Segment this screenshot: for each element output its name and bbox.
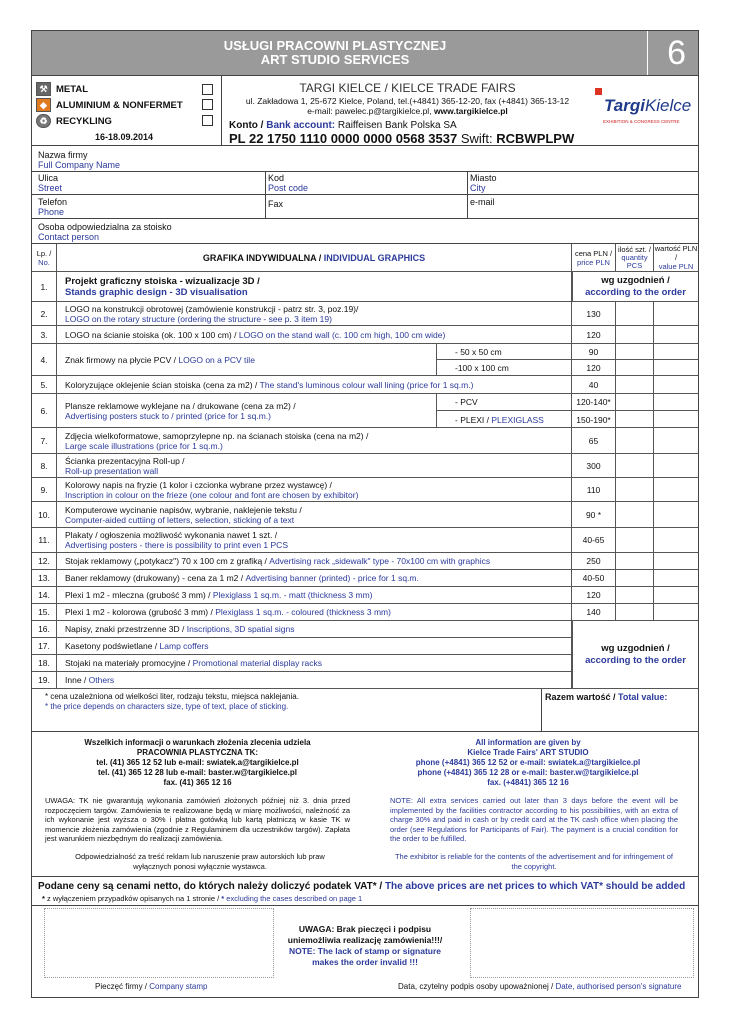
price-note: * cena uzależniona od wielkości liter, rodzaju tekstu, miejsca naklejania. * the price depends on characters size, type of text, place of sticking. <box>45 692 299 711</box>
recycling-checkbox[interactable] <box>202 115 213 126</box>
quantity-input[interactable] <box>616 587 654 603</box>
recycling-icon: ♻ <box>36 114 51 128</box>
logo-subtitle: EXHIBITION & CONGRESS CENTRE <box>603 119 680 124</box>
value-input[interactable] <box>654 394 698 411</box>
metal-icon: ⚒ <box>36 82 51 96</box>
swift: RCBWPLPW <box>496 131 575 146</box>
row-description: Plexi 1 m2 - kolorowa (grubość 3 mm) / Plexiglass 1 sq.m. - coloured (thickness 3 mm) <box>57 604 572 620</box>
agreement-note-top: wg uzgodnień / according to the order <box>572 272 698 302</box>
table-row <box>32 502 698 528</box>
row-variant: - PCV <box>437 394 572 411</box>
value-input[interactable] <box>654 411 698 428</box>
organizer-email: e-mail: pawelec.p@targikielce.pl, www.targikielce.pl <box>307 106 508 116</box>
quantity-input[interactable] <box>616 394 654 411</box>
row-variant: -100 x 100 cm <box>437 360 572 376</box>
metal-checkbox[interactable] <box>202 84 213 95</box>
street-field[interactable]: Ulica Street <box>38 173 63 193</box>
stamp-warning: UWAGA: Brak pieczęci i podpisu uniemożliwia realizację zamówienia!!!/ NOTE: The lack of stamp or signature makes the order invalid !!! <box>287 924 443 967</box>
table-row <box>32 528 698 553</box>
table-row <box>32 376 698 394</box>
value-input[interactable] <box>654 344 698 360</box>
value-input[interactable] <box>654 454 698 477</box>
table-row <box>32 344 698 376</box>
title-pl: USŁUGI PRACOWNI PLASTYCZNEJ <box>223 38 447 53</box>
fair-dates: 16-18.09.2014 <box>95 132 154 142</box>
row-description: Ścianka prezentacyjna Roll-up / Roll-up presentation wall <box>57 454 572 477</box>
quantity-input[interactable] <box>616 528 654 552</box>
company-stamp-label: Pieczęć firmy / Company stamp <box>95 982 208 991</box>
row-price: 40 <box>572 376 616 393</box>
row-description: Koloryzujące oklejenie ścian stoiska (cena za m2) / The stand's luminous colour wall lining (price for 1 sq.m.) <box>57 376 572 393</box>
fax-field[interactable]: Fax <box>268 199 284 209</box>
row-number: 10. <box>32 502 57 527</box>
row-price: 40-50 <box>572 570 616 586</box>
organizer-website[interactable]: www.targikielce.pl <box>433 106 508 116</box>
organizer-address: ul. Zakładowa 1, 25-672 Kielce, Poland, tel.(+4841) 365-12-20, fax (+4841) 365-13-12 <box>245 96 570 106</box>
row-price: 90 * <box>572 502 616 527</box>
table-row <box>32 428 698 454</box>
row-price: 120 <box>572 587 616 603</box>
table-row <box>32 570 698 587</box>
row-description: Stojaki na materiały promocyjne / Promotional material display racks <box>57 655 572 671</box>
row-number: 8. <box>32 454 57 477</box>
row-price: 300 <box>572 454 616 477</box>
value-input[interactable] <box>654 478 698 501</box>
row-description: Plakaty / ogłoszenia możliwość wykonania nawet 1 szt. / Advertising posters - there is possibility to print even 1 PCS <box>57 528 572 552</box>
quantity-input[interactable] <box>616 344 654 360</box>
row-number: 5. <box>32 376 57 393</box>
row-number: 15. <box>32 604 57 620</box>
row-description: Kolorowy napis na fryzie (1 kolor i czcionka wybrane przez wystawcę) / Inscription in colour on the frieze (one colour and font are chosen by exhibitor) <box>57 478 572 501</box>
row-description: Plansze reklamowe wyklejane na / drukowane (cena za m2) / Advertising posters stuck to / printed (price for 1 sq.m.) <box>57 394 437 427</box>
table-row <box>32 553 698 570</box>
row-description: Komputerowe wycinanie napisów, wybranie, naklejenie tekstu / Computer-aided cuttiing of letters, selection, sticking of a text <box>57 502 572 527</box>
contact-person-field[interactable]: Osoba odpowiedzialna za stoisko Contact person <box>38 222 172 242</box>
quantity-input[interactable] <box>616 553 654 569</box>
iban: PL 22 1750 1110 0000 0000 0568 3537 <box>229 131 458 146</box>
aluminium-icon: ◆ <box>36 98 51 112</box>
form-number: 6 <box>667 34 686 72</box>
warning-pl: UWAGA: TK nie gwarantują wykonania zamówień złożonych później niż 3. dnia przed rozpoczęciem targów. Zamówienia te realizowane będą w miarę możliwości, należność za ich wykonanie jest wyższa o 30% i płatna gotówką lub kartą płatniczą w kasie TK w momencie złożenia zamówienia (zgodnie z Regulaminem dla uczestników targów). Zapłata jest warunkiem niezbędnym do realizacji zamówienia. <box>45 796 350 843</box>
quantity-input[interactable] <box>616 502 654 527</box>
value-input[interactable] <box>654 376 698 393</box>
row-description: Projekt graficzny stoiska - wizualizacje 3D / Stands graphic design - 3D visualisation <box>57 272 572 301</box>
value-input[interactable] <box>654 428 698 453</box>
quantity-input[interactable] <box>616 376 654 393</box>
row-number: 4. <box>32 344 57 375</box>
row-price: 120-140* <box>572 394 616 411</box>
quantity-input[interactable] <box>616 478 654 501</box>
row-number: 17. <box>32 638 57 654</box>
row-price: 250 <box>572 553 616 569</box>
row-description: Zdjęcia wielkoformatowe, samoprzylepne np. na ścianach stoiska (cena na m2) / Large scale illustrations (price for 1 sq.m.) <box>57 428 572 453</box>
warning-en: NOTE: All extra services carried out later than 3 days before the event will be implemented by the facilities contractor according to his possibilities, with an extra of charge 30% and paid in cash or by credit card at the TK cash office when placing the order (see Regulations for Participants of Fair). The payment is a crucial condition for the order to be fulfilled. <box>390 796 678 843</box>
row-number: 6. <box>32 394 57 427</box>
row-price: 150-190* <box>572 411 616 428</box>
value-input[interactable] <box>654 553 698 569</box>
row-number: 14. <box>32 587 57 603</box>
table-row <box>32 454 698 478</box>
iban-line: PL 22 1750 1110 0000 0000 0568 3537 Swift: RCBWPLPW <box>229 131 575 146</box>
company-name-field[interactable]: Nazwa firmy Full Company Name <box>38 150 121 170</box>
row-price: 120 <box>572 326 616 343</box>
row-description: Inne / Others <box>57 672 572 688</box>
agreement-note-bottom: wg uzgodnień / according to the order <box>572 621 698 689</box>
value-input[interactable] <box>654 570 698 586</box>
info-en-contacts: All information are given by Kielce Trade Fairs' ART STUDIO phone (+4841) 365 12 52 or e-mail: swiatek.a@targikielce.pl phone (+4841) 365 12 28 or e-mail: baster.w@targikielce.pl fax. (+4841) 365 12 16 <box>415 738 641 787</box>
quantity-input[interactable] <box>616 326 654 343</box>
row-price: 40-65 <box>572 528 616 552</box>
table-row <box>32 478 698 502</box>
table-row <box>32 394 698 428</box>
row-description: Baner reklamowy (drukowany) - cena za 1 m2 / Advertising banner (printed) - price for 1 sq.m. <box>57 570 572 586</box>
table-row <box>32 326 698 344</box>
phone-field[interactable]: Telefon Phone <box>38 197 68 217</box>
post-code-field[interactable]: Kod Post code <box>268 173 309 193</box>
table-row <box>32 587 698 604</box>
company-stamp-box[interactable] <box>44 908 274 978</box>
email-field[interactable]: e-mail <box>470 197 495 207</box>
table-header: Lp. / No. GRAFIKA INDYWIDUALNA / INDIVIDUAL GRAPHICS cena PLN / price PLN ilość szt. / quantity PCS wartość PLN / value PLN <box>32 244 698 272</box>
row-number: 13. <box>32 570 57 586</box>
row-number: 18. <box>32 655 57 671</box>
value-input[interactable] <box>654 360 698 376</box>
row-description: Plexi 1 m2 - mleczna (grubość 3 mm) / Plexiglass 1 sq.m. - matt (thickness 3 mm) <box>57 587 572 603</box>
quantity-input[interactable] <box>616 570 654 586</box>
value-input[interactable] <box>654 604 698 620</box>
table-row <box>32 302 698 326</box>
quantity-input[interactable] <box>616 454 654 477</box>
quantity-input[interactable] <box>616 428 654 453</box>
form-header <box>32 31 698 76</box>
row-price: 110 <box>572 478 616 501</box>
row-number: 9. <box>32 478 57 501</box>
row-description: LOGO na ścianie stoiska (ok. 100 x 100 cm) / LOGO on the stand wall (c. 100 cm high, 100 cm wide) <box>57 326 572 343</box>
row-number: 12. <box>32 553 57 569</box>
row-price: 140 <box>572 604 616 620</box>
vat-exception: * z wyłączeniem przypadków opisanych na 1 stronie / * excluding the cases described on page 1 <box>42 894 363 903</box>
quantity-input[interactable] <box>616 302 654 325</box>
row-description: LOGO na konstrukcji obrotowej (zamówienie konstrukcji - patrz str. 3, poz.19)/ LOGO on the rotary structure (ordering the structure - see p. 3 item 19) <box>57 302 572 325</box>
row-description: Napisy, znaki przestrzenne 3D / Inscriptions, 3D spatial signs <box>57 621 572 637</box>
row-price: 120 <box>572 360 616 376</box>
info-pl-contacts: Wszelkich informacji o warunkach złożenia zlecenia udziela PRACOWNIA PLASTYCZNA TK: tel. (41) 365 12 52 lub e-mail: swiatek.a@targikielce.pl tel. (41) 365 12 28 lub e-mail: baster.w@targikielce.pl fax. (41) 365 12 16 <box>84 738 311 787</box>
row-variant: - 50 x 50 cm <box>437 344 572 360</box>
row-description: Znak firmowy na płycie PCV / LOGO on a PCV tile <box>57 344 437 375</box>
row-price: 90 <box>572 344 616 360</box>
city-field[interactable]: Miasto City <box>470 173 497 193</box>
table-row <box>32 604 698 621</box>
quantity-input[interactable] <box>616 411 654 428</box>
signature-box[interactable] <box>470 908 694 978</box>
targi-kielce-logo: TargiKielce <box>604 96 692 115</box>
logo-mark <box>595 88 602 95</box>
aluminium-checkbox[interactable] <box>202 99 213 110</box>
row-variant: - PLEXI / PLEXIGLASS <box>437 411 572 428</box>
value-input[interactable] <box>654 528 698 552</box>
total-value-label: Razem wartość / Total value: <box>545 692 668 702</box>
signature-label: Data, czytelny podpis osoby upoważnionej / Date, authorised person's signature <box>398 982 682 991</box>
row-number: 1. <box>32 272 57 301</box>
vat-note: Podane ceny są cenami netto, do których należy doliczyć podatek VAT* / The above prices are net prices to which VAT* should be added <box>38 881 686 892</box>
row-number: 11. <box>32 528 57 552</box>
quantity-input[interactable] <box>616 604 654 620</box>
row-number: 2. <box>32 302 57 325</box>
row-price: 65 <box>572 428 616 453</box>
value-input[interactable] <box>654 326 698 343</box>
row-description: Kasetony podświetlane / Lamp coffers <box>57 638 572 654</box>
organizer-name: TARGI KIELCE / KIELCE TRADE FAIRS <box>299 81 516 95</box>
bank-account-line: Konto / Bank account: Raiffeisen Bank Polska SA <box>229 120 457 131</box>
title-en: ART STUDIO SERVICES <box>260 52 410 67</box>
row-description: Stojak reklamowy („potykacz") 70 x 100 cm z grafiką / Advertising rack „sidewalk" type - 70x100 cm with graphics <box>57 553 572 569</box>
value-input[interactable] <box>654 587 698 603</box>
responsibility-en: The exhibitor is reliable for the contents of the advertisement and for infringement of the copyright. <box>394 852 674 871</box>
row-number: 16. <box>32 621 57 637</box>
responsibility-pl: Odpowiedzialność za treść reklam lub naruszenie praw autorskich lub praw wyłącznych ponosi wyłącznie wystawca. <box>75 852 325 871</box>
quantity-input[interactable] <box>616 360 654 376</box>
value-input[interactable] <box>654 502 698 527</box>
value-input[interactable] <box>654 302 698 325</box>
row-number: 7. <box>32 428 57 453</box>
row-number: 19. <box>32 672 57 688</box>
row-number: 3. <box>32 326 57 343</box>
row-price: 130 <box>572 302 616 325</box>
